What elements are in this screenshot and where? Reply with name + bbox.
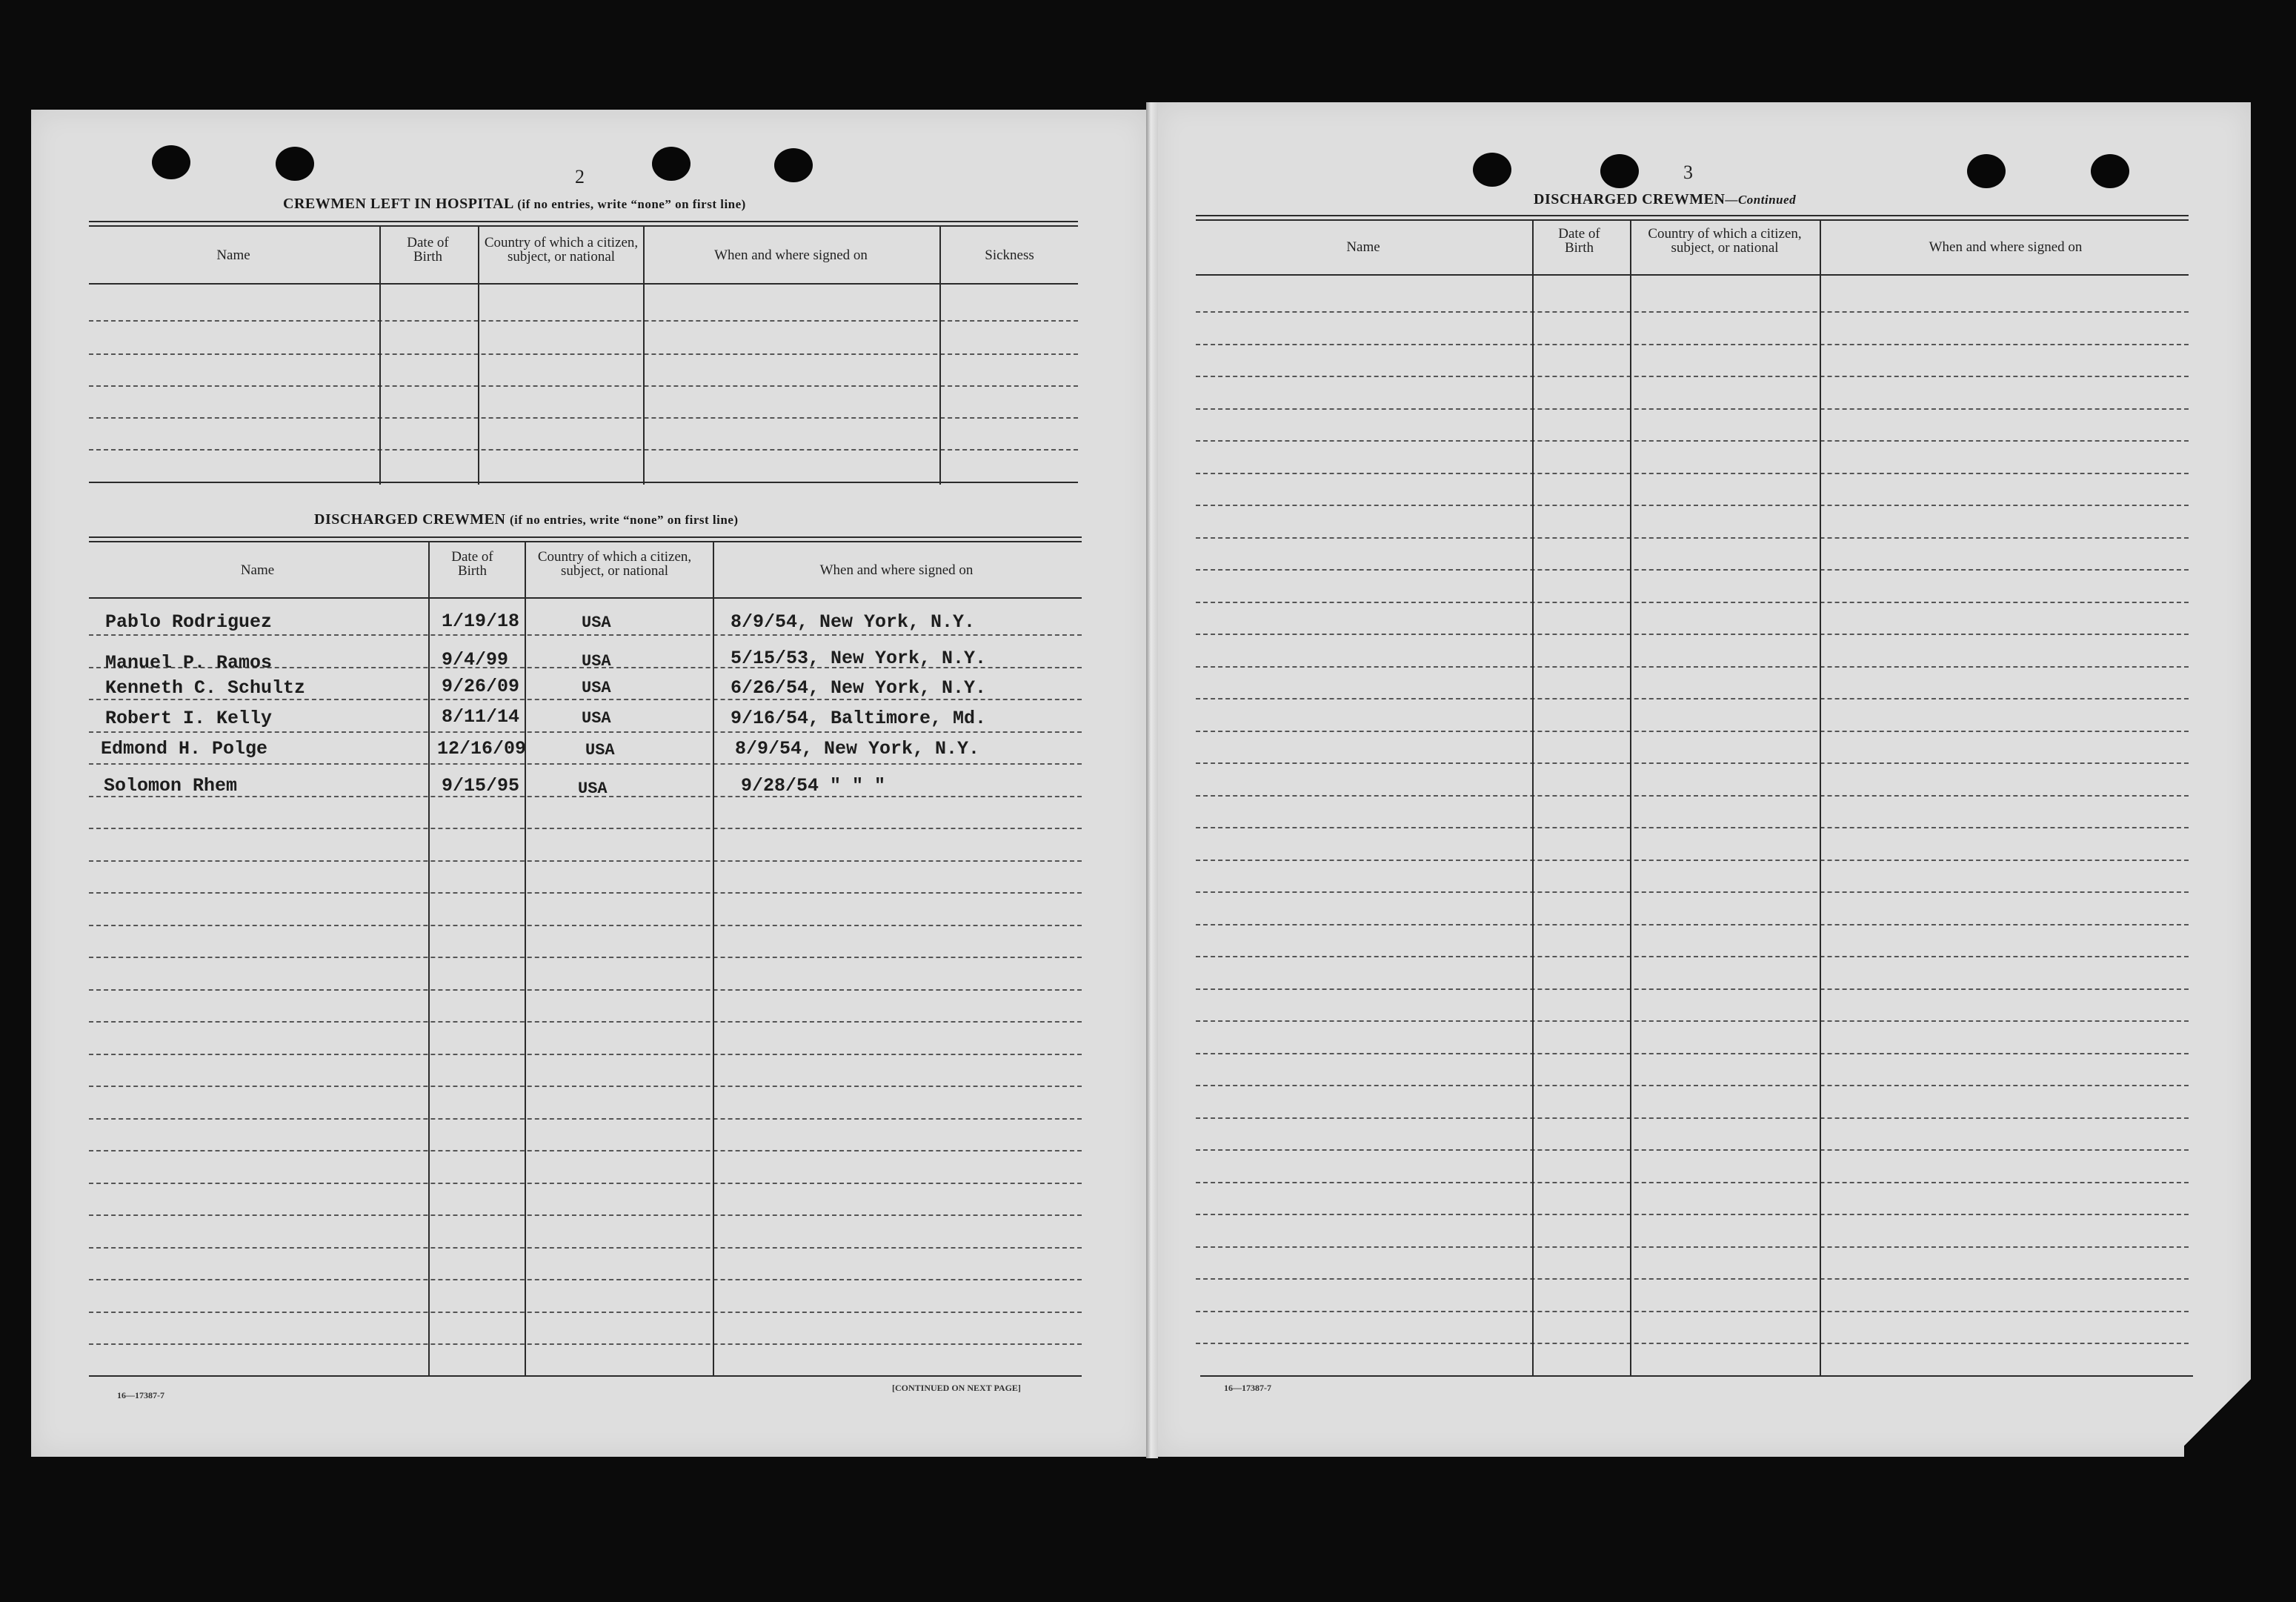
ruled-line — [1196, 505, 2189, 506]
ruled-line — [1196, 731, 2189, 732]
ruled-line — [1196, 666, 2189, 668]
discharged-title: DISCHARGED CREWMEN — [314, 511, 506, 528]
col-header-signed: When and where signed on — [1929, 239, 2083, 255]
ruled-line — [1196, 1053, 2189, 1054]
ruled-line — [89, 320, 1078, 322]
ruled-line — [1196, 440, 2189, 442]
page-gutter — [1146, 102, 1158, 1458]
ruled-line — [1196, 408, 2189, 410]
ruled-line — [1196, 698, 2189, 699]
hospital-title: CREWMEN LEFT IN HOSPITAL — [283, 196, 513, 212]
col-divider — [713, 541, 714, 1375]
ruled-line — [1196, 795, 2189, 797]
ruled-line — [89, 1054, 1082, 1055]
punch-hole — [276, 147, 314, 181]
col-divider — [525, 541, 526, 1375]
col-header-sickness: Sickness — [985, 247, 1034, 263]
ruled-line — [1196, 1020, 2189, 1022]
crewman-name: Solomon Rhem — [104, 775, 238, 797]
punch-hole — [2091, 154, 2129, 188]
ruled-line — [89, 892, 1082, 894]
crewman-name: Manuel P. Ramos — [105, 652, 273, 674]
rule — [89, 283, 1078, 285]
col-header-dob: Date of Birth — [407, 235, 449, 265]
crewman-country: USA — [582, 709, 611, 728]
crewman-signed-on: 9/16/54, Baltimore, Md. — [731, 708, 987, 729]
continued-note: [CONTINUED ON NEXT PAGE] — [892, 1383, 1021, 1393]
ruled-line — [1196, 1343, 2189, 1344]
crewman-signed-on: 8/9/54, New York, N.Y. — [735, 738, 980, 760]
ruled-line — [1196, 1117, 2189, 1119]
ruled-line — [1196, 956, 2189, 957]
col-divider — [643, 225, 645, 485]
hospital-section-title — [283, 196, 746, 213]
ruled-line — [1196, 376, 2189, 377]
curled-corner — [2184, 1368, 2251, 1457]
ruled-line — [89, 989, 1082, 991]
col-header-country: Country of which a citizen, subject, or national — [1648, 226, 1802, 256]
col-header-name: Name — [1346, 239, 1380, 255]
col-divider — [379, 225, 381, 485]
ruled-line — [1196, 569, 2189, 571]
right-section-title — [1534, 191, 1796, 208]
hospital-instruction: (if no entries, write “none” on first line) — [517, 197, 746, 211]
ruled-line — [89, 449, 1078, 451]
crewman-country: USA — [578, 780, 608, 798]
page-number: 3 — [1683, 162, 1693, 183]
ruled-line — [89, 1086, 1082, 1087]
punch-hole — [774, 148, 813, 182]
col-divider — [1630, 219, 1631, 1375]
col-header-signed: When and where signed on — [819, 562, 974, 578]
col-header-dob: Date of Birth — [1558, 226, 1600, 256]
ruled-line — [1196, 311, 2189, 313]
ruled-line — [89, 1279, 1082, 1280]
ruled-line — [89, 828, 1082, 829]
section-continued: —Continued — [1725, 193, 1797, 207]
ruled-line — [1196, 344, 2189, 345]
col-header-dob: Date of Birth — [451, 549, 493, 579]
ruled-line — [89, 353, 1078, 355]
ruled-line — [1196, 537, 2189, 539]
ruled-line — [89, 1312, 1082, 1313]
ruled-line — [89, 1183, 1082, 1184]
ruled-line — [1196, 1214, 2189, 1215]
col-header-signed: When and where signed on — [714, 247, 868, 263]
punch-hole — [152, 145, 190, 179]
crewman-dob: 1/19/18 — [442, 611, 520, 632]
ruled-line — [1196, 1311, 2189, 1312]
right-page — [1156, 102, 2251, 1457]
crewman-dob: 9/26/09 — [442, 676, 520, 697]
ruled-line — [1196, 602, 2189, 603]
crewman-dob: 9/4/99 — [442, 649, 509, 671]
col-divider — [939, 225, 941, 485]
ruled-line — [1196, 860, 2189, 861]
form-number: 16—17387-7 — [1224, 1383, 1271, 1393]
crewman-dob: 9/15/95 — [442, 775, 520, 797]
rule — [1196, 215, 2189, 221]
col-header-name: Name — [216, 247, 250, 263]
crewman-signed-on: 9/28/54 " " " — [741, 775, 886, 797]
col-divider — [428, 541, 430, 1375]
crewman-signed-on: 5/15/53, New York, N.Y. — [731, 648, 987, 669]
punch-hole — [1967, 154, 2006, 188]
ruled-line — [89, 731, 1082, 733]
rule — [89, 482, 1078, 483]
col-header-name: Name — [240, 562, 275, 578]
rule — [89, 597, 1082, 599]
crewman-country: USA — [582, 614, 611, 632]
ruled-line — [89, 860, 1082, 862]
ruled-line — [1196, 924, 2189, 925]
crewman-name: Edmond H. Polge — [101, 738, 268, 760]
ruled-line — [1196, 891, 2189, 893]
col-divider — [1532, 219, 1534, 1375]
ruled-line — [89, 1118, 1082, 1120]
ruled-line — [1196, 988, 2189, 990]
punch-hole — [1473, 153, 1511, 187]
crewman-signed-on: 8/9/54, New York, N.Y. — [731, 611, 976, 633]
ruled-line — [89, 1247, 1082, 1249]
crewman-country: USA — [585, 741, 615, 760]
ruled-line — [89, 417, 1078, 419]
ruled-line — [89, 763, 1082, 765]
crewman-dob: 8/11/14 — [442, 706, 520, 728]
ruled-line — [1196, 1246, 2189, 1248]
crewman-name: Pablo Rodriguez — [105, 611, 273, 633]
crewman-dob: 12/16/09 — [437, 738, 527, 760]
ruled-line — [89, 1214, 1082, 1216]
discharged-section-title — [314, 511, 739, 528]
crewman-country: USA — [582, 652, 611, 671]
punch-hole — [652, 147, 691, 181]
ruled-line — [89, 957, 1082, 958]
ruled-line — [1196, 762, 2189, 764]
section-title: DISCHARGED CREWMEN — [1534, 191, 1726, 207]
ruled-line — [89, 385, 1078, 387]
discharged-instruction: (if no entries, write “none” on first line) — [509, 513, 739, 527]
ruled-line — [89, 1021, 1082, 1023]
crewman-country: USA — [582, 679, 611, 697]
ruled-line — [1196, 634, 2189, 635]
crewman-signed-on: 6/26/54, New York, N.Y. — [731, 677, 987, 699]
rule — [89, 536, 1082, 542]
rule — [89, 1375, 1082, 1377]
ruled-line — [1196, 1182, 2189, 1183]
crewman-name: Kenneth C. Schultz — [105, 677, 306, 699]
form-number: 16—17387-7 — [117, 1390, 164, 1400]
ruled-line — [1196, 1149, 2189, 1151]
col-header-country: Country of which a citizen, subject, or national — [484, 235, 639, 265]
ruled-line — [1196, 827, 2189, 828]
ruled-line — [89, 925, 1082, 926]
col-divider — [478, 225, 479, 485]
crewman-name: Robert I. Kelly — [105, 708, 273, 729]
col-header-country: Country of which a citizen, subject, or national — [537, 549, 692, 579]
ruled-line — [1196, 1278, 2189, 1280]
col-divider — [1820, 219, 1821, 1375]
rule — [1196, 274, 2189, 276]
rule — [89, 221, 1078, 227]
ruled-line — [1196, 473, 2189, 474]
rule — [1200, 1375, 2193, 1377]
ruled-line — [89, 1343, 1082, 1345]
ruled-line — [89, 634, 1082, 636]
ruled-line — [89, 1150, 1082, 1151]
page-number: 2 — [575, 166, 585, 187]
punch-hole — [1600, 154, 1639, 188]
ruled-line — [1196, 1085, 2189, 1086]
ruled-line — [89, 699, 1082, 700]
